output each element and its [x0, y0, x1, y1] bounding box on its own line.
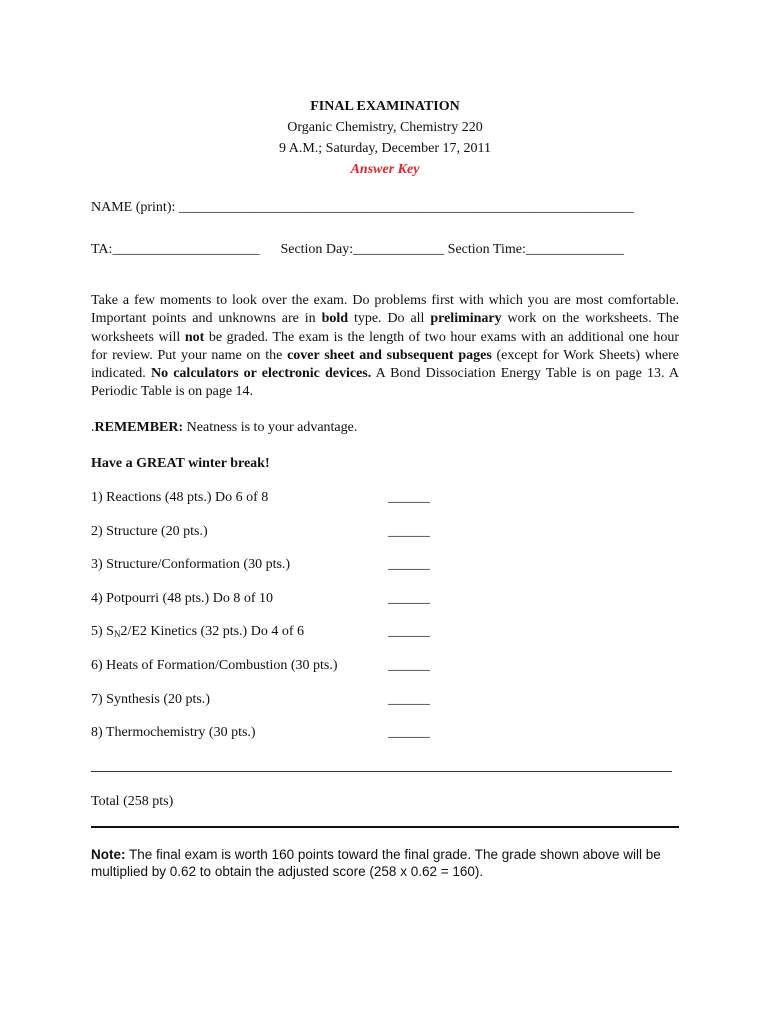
score-blank[interactable]: ______ [388, 591, 430, 606]
course-name: Organic Chemistry, Chemistry 220 [287, 120, 483, 135]
answer-key-label: Answer Key [350, 162, 420, 177]
remember-label: REMEMBER: [94, 420, 184, 435]
bold-bold: bold [321, 311, 349, 327]
exam-datetime: 9 A.M.; Saturday, December 17, 2011 [278, 141, 492, 156]
bold-not: not [184, 329, 205, 345]
name-blank[interactable]: _________________________________________________________________ [178, 200, 634, 215]
greeting: Have a GREAT winter break! [91, 456, 270, 471]
bold-no-calculators: No calculators or electronic devices. [150, 366, 372, 382]
problem-row: 1) Reactions (48 pts.) Do 6 of 8 [91, 490, 269, 505]
problem-row: 7) Synthesis (20 pts.) [91, 692, 210, 707]
note-label: Note: [91, 847, 126, 862]
score-blank[interactable]: ______ [388, 557, 430, 572]
bold-preliminary: preliminary [430, 311, 502, 327]
ta-blank[interactable]: _____________________ [112, 242, 260, 257]
instructions-paragraph: Take a few moments to look over the exam. Do problems first with which you are most comfortable. Important points and unknowns are in bold type. Do all preliminary work on the worksheets. The worksheets will not be graded. The exam is the length of two hour exams with an additional one hour for review. Put your name on the cover sheet and subsequent pages (except for Work Sheets) where indicated. No calculators or electronic devices. A Bond Dissociation Energy Table is on page 13. A Periodic Table is on page 14. [91, 293, 680, 400]
total-line: Total (258 pts) [91, 794, 174, 809]
section-time-blank[interactable]: ______________ [525, 242, 624, 257]
problem-row: 2) Structure (20 pts.) [91, 524, 208, 539]
problem-row: 3) Structure/Conformation (30 pts.) [91, 557, 291, 572]
section-day-label: Section Day: [280, 242, 354, 257]
problem-row: 6) Heats of Formation/Combustion (30 pts.) [91, 658, 338, 673]
ta-section-row [91, 242, 624, 258]
ta-label: TA: [91, 242, 113, 257]
score-blank[interactable]: ______ [388, 490, 430, 505]
problem-row: 4) Potpourri (48 pts.) Do 8 of 10 [91, 591, 273, 606]
bold-cover-sheet: cover sheet and subsequent pages [287, 347, 492, 363]
score-blank[interactable]: ______ [388, 524, 430, 539]
exam-header [0, 96, 770, 180]
exam-title: FINAL EXAMINATION [310, 99, 460, 114]
section-time-label: Section Time: [447, 242, 526, 257]
divider-line [91, 771, 672, 772]
score-blank[interactable]: ______ [388, 624, 430, 639]
score-blank[interactable]: ______ [388, 725, 430, 740]
section-day-blank[interactable]: _____________ [353, 242, 445, 257]
name-field [91, 200, 634, 216]
note-paragraph: Note: The final exam is worth 160 points toward the final grade. The grade shown above will be multiplied by 0.62 to obtain the adjusted score (258 x 0.62 = 160). [91, 847, 661, 879]
problem-row: 5) $S_N2/E2$ Kinetics (32 pts.) Do 4 of 6 [91, 624, 304, 639]
name-label: NAME (print): [91, 200, 179, 215]
remember-line: .REMEMBER: Neatness is to your advantage. [91, 420, 358, 435]
problem-row: 8) Thermochemistry (30 pts.) [91, 725, 256, 740]
thick-divider [91, 826, 679, 828]
score-blank[interactable]: ______ [388, 658, 430, 673]
score-blank[interactable]: ______ [388, 692, 430, 707]
